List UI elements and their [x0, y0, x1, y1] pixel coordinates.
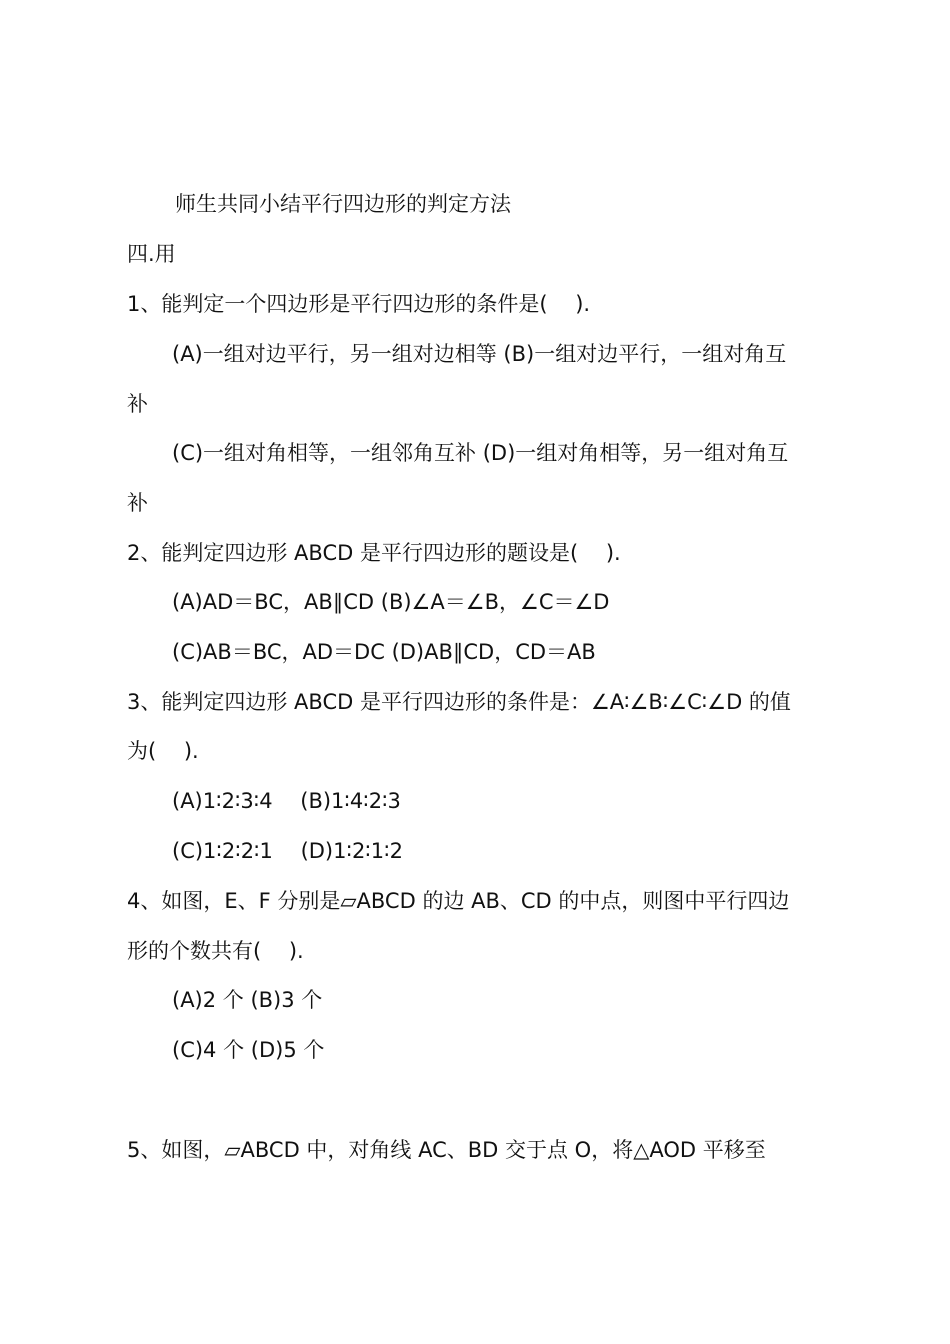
question-4-options-ab: (A)2 个 (B)3 个	[172, 988, 323, 1012]
question-5-stem: 5、如图，▱ABCD 中，对角线 AC、BD 交于点 O，将△AOD 平移至	[127, 1138, 766, 1162]
question-1-stem: 1、能判定一个四边形是平行四边形的条件是( ).	[127, 292, 591, 316]
question-1-options-ab: (A)一组对边平行，另一组对边相等 (B)一组对边平行，一组对角互	[172, 342, 787, 366]
question-3-stem-wrap: 为( ).	[127, 739, 199, 763]
question-4-options-cd: (C)4 个 (D)5 个	[172, 1038, 325, 1062]
question-2-stem: 2、能判定四边形 ABCD 是平行四边形的题设是( ).	[127, 541, 621, 565]
question-4-stem: 4、如图，E、F 分别是▱ABCD 的边 AB、CD 的中点，则图中平行四边	[127, 889, 790, 913]
question-1-options-cd-wrap: 补	[127, 491, 148, 515]
question-3-stem: 3、能判定四边形 ABCD 是平行四边形的条件是：∠A∶∠B∶∠C∶∠D 的值	[127, 690, 791, 714]
question-1-options-cd: (C)一组对角相等，一组邻角互补 (D)一组对角相等，另一组对角互	[172, 441, 789, 465]
question-1-options-ab-wrap: 补	[127, 392, 148, 416]
question-2-options-ab: (A)AD＝BC，AB∥CD (B)∠A＝∠B，∠C＝∠D	[172, 590, 610, 614]
question-3-options-ab: (A)1∶2∶3∶4 (B)1∶4∶2∶3	[172, 789, 401, 813]
question-2-options-cd: (C)AB＝BC，AD＝DC (D)AB∥CD，CD＝AB	[172, 640, 596, 664]
summary-line: 师生共同小结平行四边形的判定方法	[175, 192, 511, 216]
question-4-stem-wrap: 形的个数共有( ).	[127, 939, 304, 963]
section-heading: 四.用	[127, 242, 176, 266]
question-3-options-cd: (C)1∶2∶2∶1 (D)1∶2∶1∶2	[172, 839, 403, 863]
